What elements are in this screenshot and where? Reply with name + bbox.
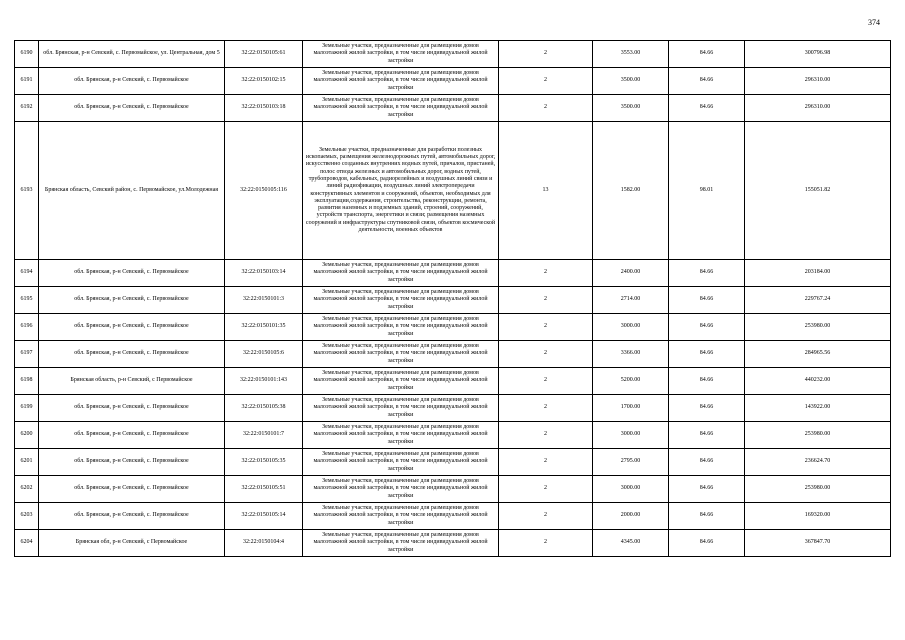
table-row	[15, 422, 891, 449]
row-number-cell: 6204	[15, 530, 39, 557]
cadastral-number-cell: 32:22:0150101:3	[225, 287, 303, 314]
address-cell: обл. Брянская, р-н Севский, с. Первомайское	[39, 314, 225, 341]
address-cell: обл. Брянская, р-н Севский, с. Первомайское	[39, 503, 225, 530]
cadastral-value-cell: 229767.24	[745, 287, 891, 314]
specific-value-cell: 84.66	[669, 95, 745, 122]
table-row	[15, 95, 891, 122]
cadastral-number-cell: 32:22:0150101:35	[225, 314, 303, 341]
area-cell: 2000.00	[593, 503, 669, 530]
specific-value-cell: 84.66	[669, 287, 745, 314]
land-use-cell: Земельные участки, предназначенные для размещения домов малоэтажной жилой застройки, в том числе индивидуальной жилой застройки	[303, 503, 499, 530]
cadastral-value-cell: 253980.00	[745, 422, 891, 449]
address-cell: обл. Брянская, р-н Севский, с. Первомайское	[39, 395, 225, 422]
cadastral-value-cell: 296310.00	[745, 68, 891, 95]
address-cell: Брянская область, р-н Севский, с Первомайское	[39, 368, 225, 395]
table-row	[15, 41, 891, 68]
area-cell: 3553.00	[593, 41, 669, 68]
row-number-cell: 6198	[15, 368, 39, 395]
cadastral-value-cell: 143922.00	[745, 395, 891, 422]
table-row	[15, 341, 891, 368]
row-number-cell: 6199	[15, 395, 39, 422]
table-row	[15, 476, 891, 503]
group-cell: 2	[499, 260, 593, 287]
cadastral-value-cell: 155051.82	[745, 122, 891, 260]
row-number-cell: 6203	[15, 503, 39, 530]
row-number-cell: 6196	[15, 314, 39, 341]
group-cell: 2	[499, 68, 593, 95]
group-cell: 2	[499, 95, 593, 122]
cadastral-number-cell: 32:22:0150101:143	[225, 368, 303, 395]
row-number-cell: 6201	[15, 449, 39, 476]
group-cell: 13	[499, 122, 593, 260]
cadastral-number-cell: 32:22:0150103:18	[225, 95, 303, 122]
cadastral-number-cell: 32:22:0150105:51	[225, 476, 303, 503]
specific-value-cell: 84.66	[669, 260, 745, 287]
row-number-cell: 6200	[15, 422, 39, 449]
group-cell: 2	[499, 314, 593, 341]
group-cell: 2	[499, 287, 593, 314]
specific-value-cell: 84.66	[669, 68, 745, 95]
land-use-cell: Земельные участки, предназначенные для размещения домов малоэтажной жилой застройки, в том числе индивидуальной жилой застройки	[303, 41, 499, 68]
group-cell: 2	[499, 449, 593, 476]
cadastral-number-cell: 32:22:0150105:38	[225, 395, 303, 422]
cadastral-value-cell: 367847.70	[745, 530, 891, 557]
row-number-cell: 6197	[15, 341, 39, 368]
land-use-cell: Земельные участки, предназначенные для размещения домов малоэтажной жилой застройки, в том числе индивидуальной жилой застройки	[303, 530, 499, 557]
address-cell: обл. Брянская, р-н Севский, с. Первомайское	[39, 287, 225, 314]
group-cell: 2	[499, 395, 593, 422]
cadastral-number-cell: 32:22:0150105:14	[225, 503, 303, 530]
address-cell: обл. Брянская, р-н Севский, с. Первомайское	[39, 449, 225, 476]
address-cell: Брянская область, Севский район, с. Первомайское, ул.Молодежная	[39, 122, 225, 260]
table-row	[15, 395, 891, 422]
group-cell: 2	[499, 503, 593, 530]
specific-value-cell: 84.66	[669, 422, 745, 449]
specific-value-cell: 84.66	[669, 530, 745, 557]
area-cell: 1700.00	[593, 395, 669, 422]
cadastral-value-cell: 169320.00	[745, 503, 891, 530]
cadastral-value-cell: 440232.00	[745, 368, 891, 395]
address-cell: обл. Брянская, р-н Севский, с. Первомайское	[39, 476, 225, 503]
land-use-cell: Земельные участки, предназначенные для размещения домов малоэтажной жилой застройки, в том числе индивидуальной жилой застройки	[303, 68, 499, 95]
cadastral-number-cell: 32:22:0150104:4	[225, 530, 303, 557]
land-use-cell: Земельные участки, предназначенные для разработки полезных ископаемых, размещения железнодорожных путей, автомобильных дорог, искусственно созданных внутренних водных путей, причалов, пристаней, полос отвода железных и автомобильных дорог, водных путей, трубопроводов, кабельных, радиорелейных и воздушных линий связи и линий радиофикации, воздушных линий электропередачи конструктивных элементов и сооружений, объектов, необходимых для эксплуатации,содержания, строительства, реконструкции, ремонта, развития наземных и подземных зданий, строений, сооружений, устройств транспорта, энергетики и связи; размещения наземных сооружений и инфраструктуры спутниковой связи, объектов космической деятельности, военных объектов	[303, 122, 499, 260]
address-cell: обл. Брянская, р-н Севский, с. Первомайское	[39, 422, 225, 449]
specific-value-cell: 84.66	[669, 341, 745, 368]
cadastral-number-cell: 32:22:0150105:116	[225, 122, 303, 260]
table-row	[15, 122, 891, 260]
specific-value-cell: 84.66	[669, 449, 745, 476]
land-use-cell: Земельные участки, предназначенные для размещения домов малоэтажной жилой застройки, в том числе индивидуальной жилой застройки	[303, 449, 499, 476]
area-cell: 3366.00	[593, 341, 669, 368]
page-number: 374	[868, 18, 880, 27]
group-cell: 2	[499, 368, 593, 395]
table-row	[15, 314, 891, 341]
land-use-cell: Земельные участки, предназначенные для размещения домов малоэтажной жилой застройки, в том числе индивидуальной жилой застройки	[303, 341, 499, 368]
group-cell: 2	[499, 476, 593, 503]
land-use-cell: Земельные участки, предназначенные для размещения домов малоэтажной жилой застройки, в том числе индивидуальной жилой застройки	[303, 260, 499, 287]
land-use-cell: Земельные участки, предназначенные для размещения домов малоэтажной жилой застройки, в том числе индивидуальной жилой застройки	[303, 422, 499, 449]
specific-value-cell: 98.01	[669, 122, 745, 260]
area-cell: 2400.00	[593, 260, 669, 287]
cadastral-value-cell: 284965.56	[745, 341, 891, 368]
row-number-cell: 6194	[15, 260, 39, 287]
group-cell: 2	[499, 422, 593, 449]
land-use-cell: Земельные участки, предназначенные для размещения домов малоэтажной жилой застройки, в том числе индивидуальной жилой застройки	[303, 314, 499, 341]
cadastral-number-cell: 32:22:0150103:14	[225, 260, 303, 287]
land-use-cell: Земельные участки, предназначенные для размещения домов малоэтажной жилой застройки, в том числе индивидуальной жилой застройки	[303, 395, 499, 422]
group-cell: 2	[499, 341, 593, 368]
row-number-cell: 6193	[15, 122, 39, 260]
address-cell: Брянская обл, р-н Севский, с Первомайское	[39, 530, 225, 557]
area-cell: 3500.00	[593, 68, 669, 95]
area-cell: 3000.00	[593, 314, 669, 341]
specific-value-cell: 84.66	[669, 476, 745, 503]
cadastral-number-cell: 32:22:0150105:61	[225, 41, 303, 68]
table-row	[15, 449, 891, 476]
cadastral-value-cell: 253980.00	[745, 314, 891, 341]
group-cell: 2	[499, 530, 593, 557]
area-cell: 3000.00	[593, 422, 669, 449]
cadastral-value-cell: 203184.00	[745, 260, 891, 287]
table-row	[15, 368, 891, 395]
table-row	[15, 68, 891, 95]
group-cell: 2	[499, 41, 593, 68]
cadastral-value-table	[14, 40, 891, 557]
cadastral-number-cell: 32:22:0150102:15	[225, 68, 303, 95]
cadastral-value-cell: 296310.00	[745, 95, 891, 122]
cadastral-number-cell: 32:22:0150105:6	[225, 341, 303, 368]
area-cell: 1582.00	[593, 122, 669, 260]
cadastral-number-cell: 32:22:0150101:7	[225, 422, 303, 449]
area-cell: 2714.00	[593, 287, 669, 314]
address-cell: обл. Брянская, р-н Севский, с. Первомайское	[39, 68, 225, 95]
cadastral-value-cell: 236624.70	[745, 449, 891, 476]
row-number-cell: 6195	[15, 287, 39, 314]
area-cell: 3500.00	[593, 95, 669, 122]
cadastral-number-cell: 32:22:0150105:35	[225, 449, 303, 476]
land-use-cell: Земельные участки, предназначенные для размещения домов малоэтажной жилой застройки, в том числе индивидуальной жилой застройки	[303, 476, 499, 503]
row-number-cell: 6202	[15, 476, 39, 503]
area-cell: 3000.00	[593, 476, 669, 503]
land-use-cell: Земельные участки, предназначенные для размещения домов малоэтажной жилой застройки, в том числе индивидуальной жилой застройки	[303, 287, 499, 314]
address-cell: обл. Брянская, р-н Севский, с. Первомайское, ул. Центральная, дом 5	[39, 41, 225, 68]
address-cell: обл. Брянская, р-н Севский, с. Первомайское	[39, 341, 225, 368]
area-cell: 4345.00	[593, 530, 669, 557]
specific-value-cell: 84.66	[669, 368, 745, 395]
land-use-cell: Земельные участки, предназначенные для размещения домов малоэтажной жилой застройки, в том числе индивидуальной жилой застройки	[303, 368, 499, 395]
table-row	[15, 503, 891, 530]
specific-value-cell: 84.66	[669, 314, 745, 341]
area-cell: 2795.00	[593, 449, 669, 476]
table-row	[15, 530, 891, 557]
land-use-cell: Земельные участки, предназначенные для размещения домов малоэтажной жилой застройки, в том числе индивидуальной жилой застройки	[303, 95, 499, 122]
row-number-cell: 6192	[15, 95, 39, 122]
cadastral-value-cell: 300796.98	[745, 41, 891, 68]
specific-value-cell: 84.66	[669, 395, 745, 422]
table-row	[15, 260, 891, 287]
address-cell: обл. Брянская, р-н Севский, с. Первомайское	[39, 95, 225, 122]
specific-value-cell: 84.66	[669, 503, 745, 530]
row-number-cell: 6190	[15, 41, 39, 68]
row-number-cell: 6191	[15, 68, 39, 95]
area-cell: 5200.00	[593, 368, 669, 395]
table-body	[15, 41, 891, 557]
specific-value-cell: 84.66	[669, 41, 745, 68]
cadastral-value-cell: 253980.00	[745, 476, 891, 503]
address-cell: обл. Брянская, р-н Севский, с. Первомайское	[39, 260, 225, 287]
table-row	[15, 287, 891, 314]
